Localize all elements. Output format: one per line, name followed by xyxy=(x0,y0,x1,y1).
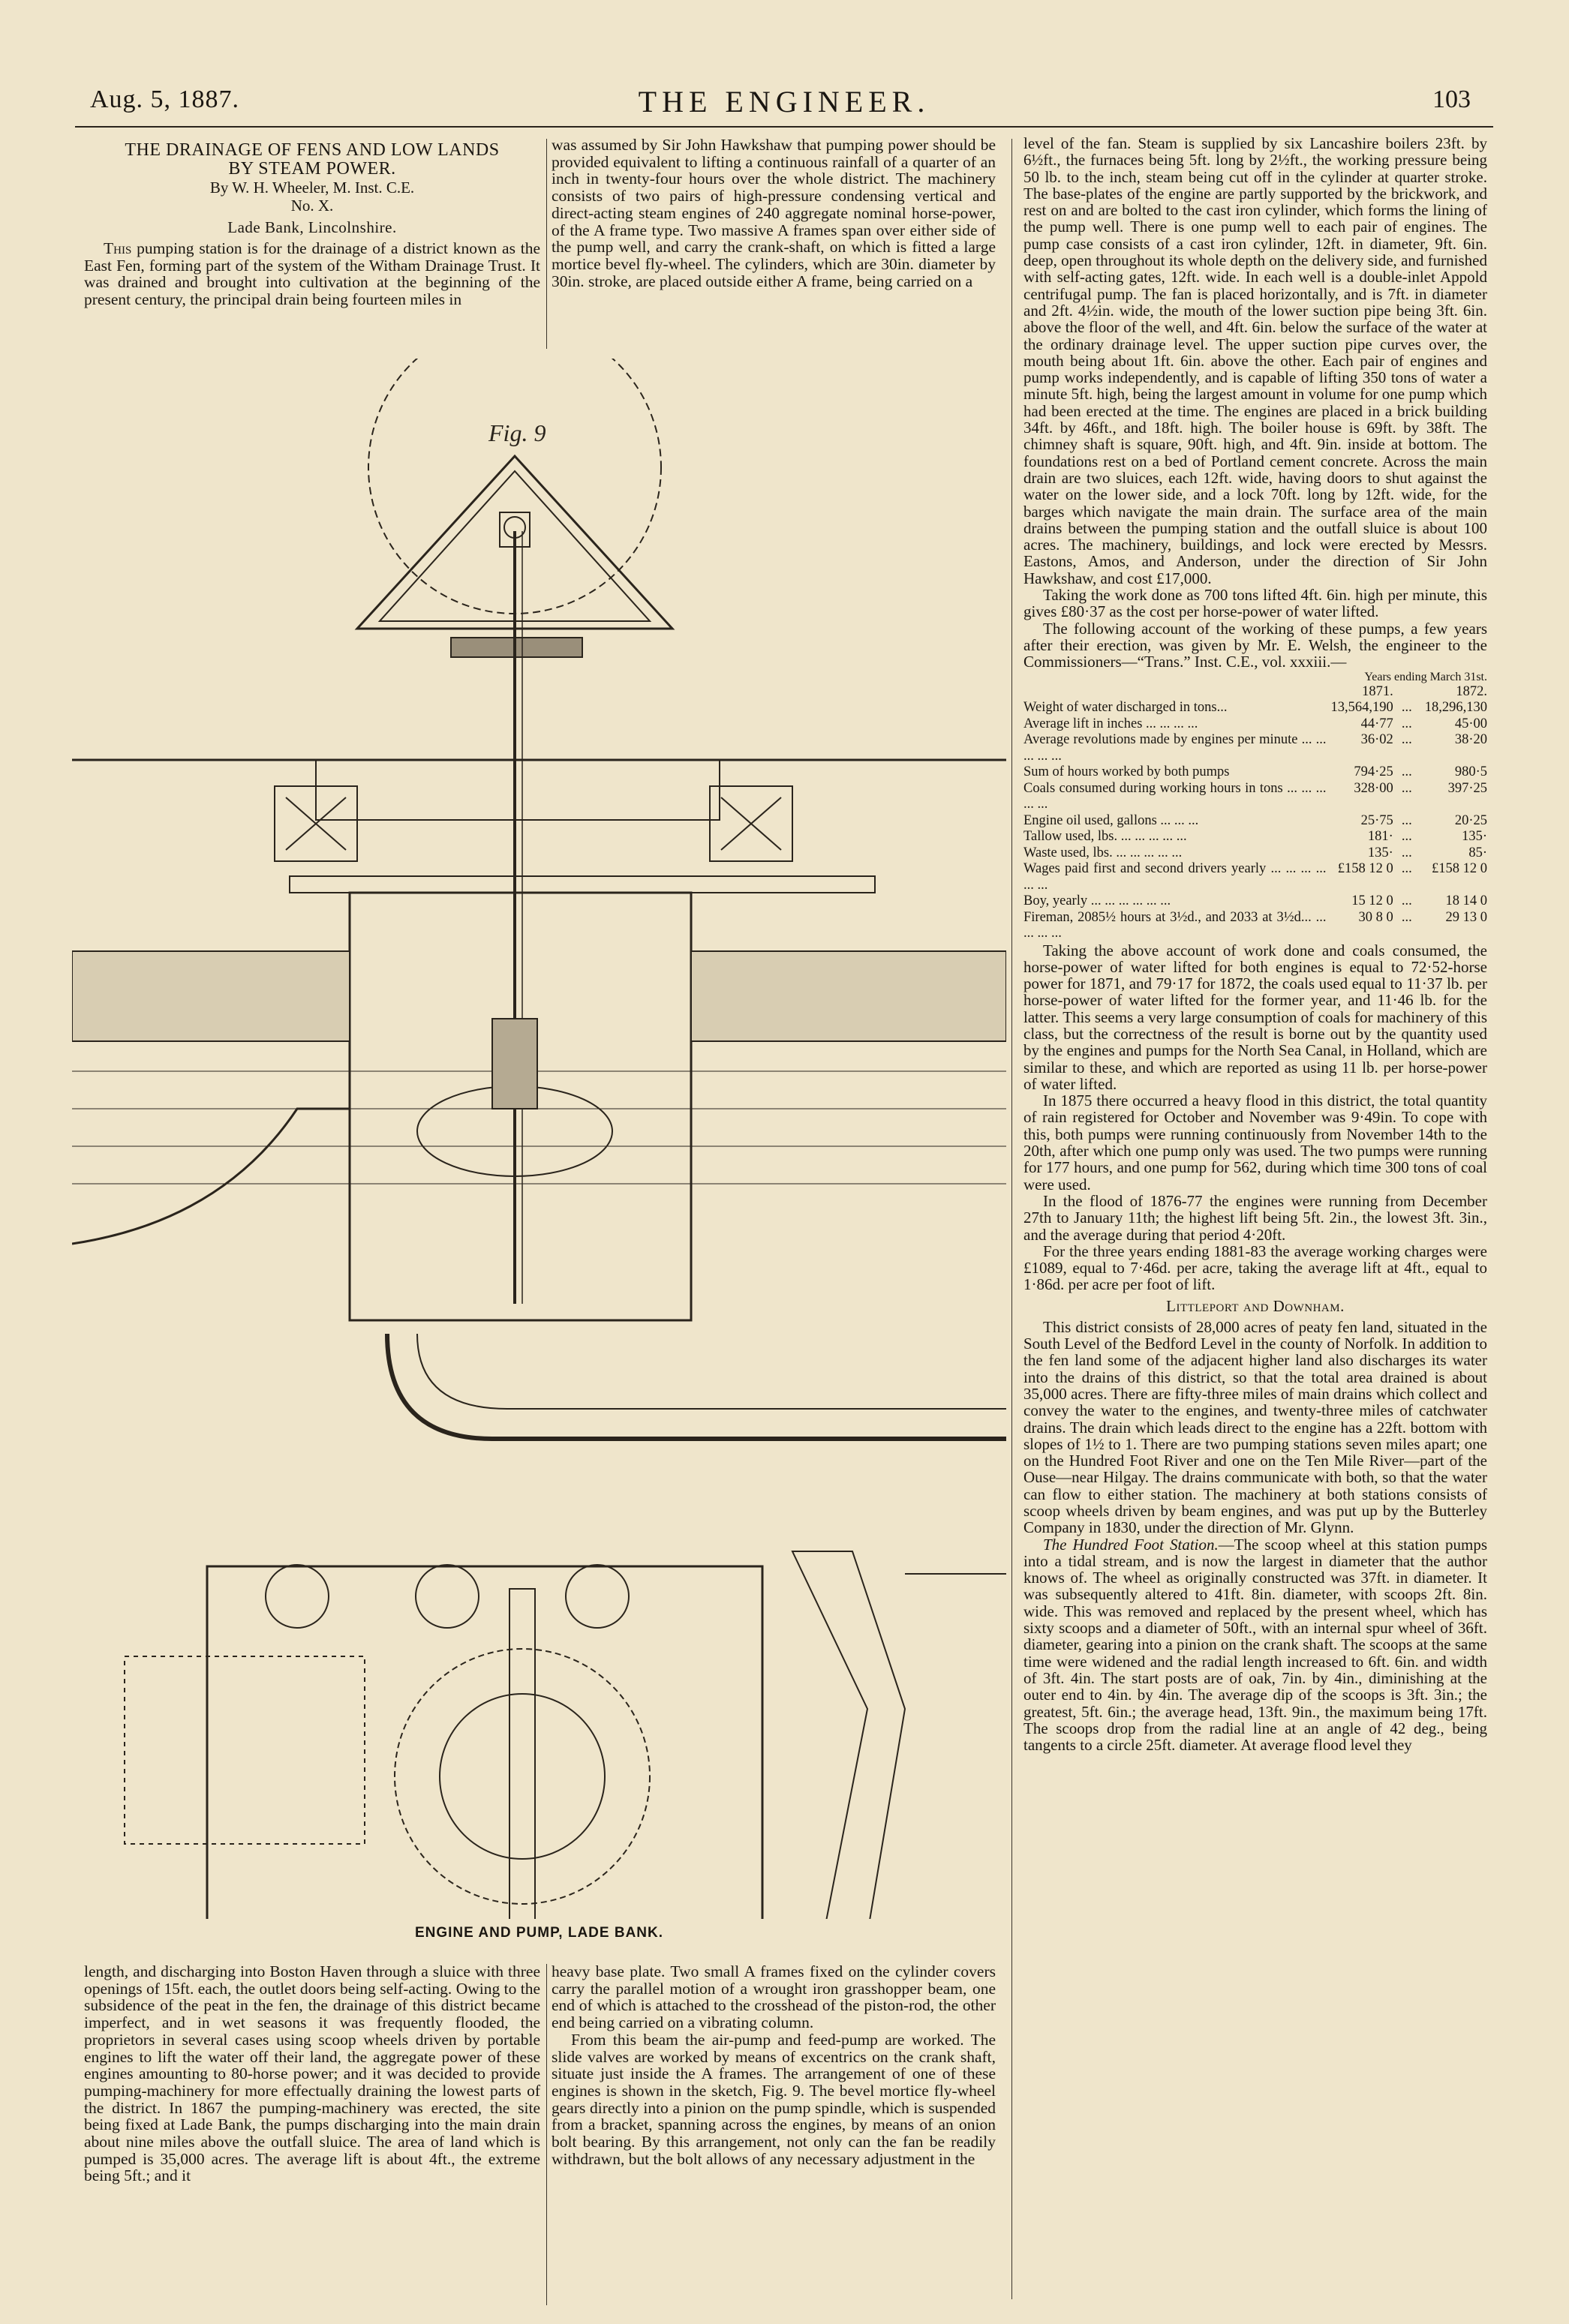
plan-circle xyxy=(266,1565,329,1628)
engine-pump-figure xyxy=(72,359,1006,1956)
table-row: Sum of hours worked by both pumps 794·25 ... 980·5 xyxy=(1023,764,1487,779)
column-rule xyxy=(546,139,547,349)
issue-date: Aug. 5, 1887. xyxy=(90,86,240,113)
table-row: Weight of water discharged in tons... 13,564,190 ... 18,296,130 xyxy=(1023,700,1487,715)
table-row: Fireman, 2085½ hours at 3½d., and 2033 at 3½d... ... ... ... ... 30 8 0 ... 29 13 0 xyxy=(1023,909,1487,941)
sluice-gate xyxy=(792,1551,905,1919)
outfall-culvert xyxy=(387,1334,1006,1439)
table-row: Tallow used, lbs. ... ... ... ... ... 181· ... 135· xyxy=(1023,829,1487,844)
paragraph: Taking the above account of work done and coals consumed, the horse-power of water lifted for both engines is equal to 72·52-horse power for 1871, and 79·17 for 1872, the coals used equal to 11·37 lb. per horse-power of water lifted for the former year, and 11·46 lb. for the latter. This seems a very large consumption of coals for machinery of this class, but the correctness of the result is borne out by the quantity used by the engines and pumps for the North Sea Canal, in Holland, which are similar to these, and which are reported as using 11 lb. per horse-power of water lifted. xyxy=(1023,941,1487,1093)
paragraph: In the flood of 1876-77 the engines were running from December 27th to January 11th; the highest lift being 5ft. 2in., the lowest 3ft. 3in., and the average during that period 4·20ft. xyxy=(1023,1191,1487,1244)
paragraph xyxy=(84,240,540,308)
section-heading-littleport: Littleport and Downham. xyxy=(1166,1296,1345,1315)
paragraph: length, and discharging into Boston Haven through a sluice with three openings of 15ft. each, the outlet doors being self-acting. Owing to the subsidence of the peat in the fen, the drainage of this district became imperfect, and in wet seasons it was frequently flooded, the proprietors in several cases using scoop wheels driven by portable engines to lift the water off their land, the aggregate power of these engines amounting to 80-horse power; and it was decided to provide pumping-machinery for more effectually draining the lowest parts of the district. In 1867 the pumping-machinery was erected, the site being fixed at Lade Bank, the pumps discharging into the main drain about nine miles above the outfall sluice. The area of land which is pumped is 35,000 acres. The average lift is about 4ft., the extreme being 5ft.; and it xyxy=(84,1962,540,2185)
paragraph: The following account of the working of these pumps, a few years after their erection, was given by Mr. E. Welsh, the engineer to the Commissioners—“Trans.” Inst. C.E., vol. xxxiii.— xyxy=(1023,619,1487,671)
column-2-bottom xyxy=(552,1963,996,2167)
table-row: Coals consumed during working hours in tons ... ... ... ... ... 328·00 ... 397·25 xyxy=(1023,780,1487,812)
figure-caption: ENGINE AND PUMP, LADE BANK. xyxy=(414,1925,664,1941)
table-row: Average revolutions made by engines per minute ... ... ... ... ... 36·02 ... 38·20 xyxy=(1023,732,1487,764)
plan-pump-circle xyxy=(395,1649,650,1904)
engine-drawing xyxy=(72,359,1006,1919)
engine-house xyxy=(316,760,720,820)
lead-word: This xyxy=(104,239,132,257)
table-row: Average lift in inches ... ... ... ... 44·77 ... 45·00 xyxy=(1023,716,1487,731)
column-1-top xyxy=(84,141,540,308)
table-row: Wages paid first and second drivers yearly ... ... ... ... ... ... £158 12 0 ... £158 12 0 xyxy=(1023,861,1487,893)
table-row: Engine oil used, gallons ... ... ... 25·75 ... 20·25 xyxy=(1023,812,1487,828)
page-header xyxy=(75,81,1493,128)
drain-hatched-left xyxy=(72,951,350,1041)
paragraph-text: pumping station is for the drainage of a district known as the East Fen, forming part of the system of the Witham Drainage Trust. It was drained and brought into cultivation at the beginning of the present century, the principal drain being fourteen miles in xyxy=(84,239,540,309)
stats-table-heading: Years ending March 31st. xyxy=(1364,670,1487,683)
paragraph: This district consists of 28,000 acres of peaty fen land, situated in the South Level of the Bedford Level in the county of Norfolk. In addition to the fen land some of the adjacent higher land also discharges its water into the drains of this district, so that the total area drained is about 35,000 acres. There are fifty-three miles of main drains which collect and convey the water to the engines, and twenty-three miles of catchwater drains. The drain which leads direct to the engine has a 22ft. bottom with slopes of 1½ to 1. There are two pumping stations seven miles apart; one on the Hundred Foot River and one on the Ten Mile River—part of the Ouse—near Hilgay. The drains communicate with both, so that the water can flow to either station. The machinery at both stations consists of scoop wheels driven by beam engines, and was put up by the Butterley Company in 1830, under the direction of Mr. Glynn. xyxy=(1023,1317,1487,1537)
year-1872: 1872. xyxy=(1456,683,1487,699)
subheading-hundred-foot: The Hundred Foot Station. xyxy=(1043,1535,1219,1554)
paragraph: From this beam the air-pump and feed-pump are worked. The slide valves are worked by means of excentrics on the crank shaft, situate just inside the A frames. The arrangement of one of these engines is shown in the sketch, Fig. 9. The bevel mortice fly-wheel gears directly into a pinion on the pump spindle, which is suspended from a bracket, spanning across the engines, by means of an onion bolt bearing. By this arrangement, not only can the fan be readily withdrawn, but the bolt allows of any necessary adjustment in the xyxy=(552,2030,996,2168)
column-2-top xyxy=(552,137,996,290)
paragraph: In 1875 there occurred a heavy flood in this district, the total quantity of rain registered for October and November was 9·49in. To cope with this, both pumps were running continuously from November 14th to the 20th, after which one pump only was used. The two pumps were running for 177 hours, and one pump for 562, during which time 300 tons of coal were used. xyxy=(1023,1091,1487,1194)
year-1871: 1871. xyxy=(1362,683,1393,699)
paragraph: was assumed by Sir John Hawkshaw that pumping power should be provided equivalent to lifting a continuous rainfall of a quarter of an inch in twenty-four hours over the whole district. The machinery consists of two pairs of high-pressure condensing vertical and direct-acting steam engines of 240 aggregate nominal horse-power, of the A frame type. Two massive A frames span over either side of the pump well, and carry the crank-shaft, on which is fitted a large mortice bevel fly-wheel. The cylinders, which are 30in. diameter by 30in. stroke, are placed outside either A frame, being carried on a xyxy=(552,136,996,290)
paragraph: heavy base plate. Two small A frames fixed on the cylinder covers carry the parallel motion of a wrought iron grasshopper beam, one end of which is attached to the crosshead of the piston-rod, the other end being carried on a vibrating column. xyxy=(552,1962,996,2032)
column-rule xyxy=(546,1964,547,2305)
column-3 xyxy=(1023,135,1487,1753)
plan-circle xyxy=(416,1565,479,1628)
article-number: No. X. xyxy=(290,197,334,215)
article-title-line1: THE DRAINAGE OF FENS AND LOW LANDS xyxy=(125,140,500,160)
plan-spindle xyxy=(509,1589,535,1919)
working-stats-table xyxy=(1023,684,1487,942)
journal-title: THE ENGINEER. xyxy=(638,85,930,119)
table-header-row xyxy=(1023,684,1487,701)
outfall-culvert-inner xyxy=(417,1334,1006,1409)
column-1-bottom xyxy=(84,1963,540,2184)
pump-bearing xyxy=(492,1019,537,1109)
drain-hatched-right xyxy=(691,951,1006,1041)
table-row: Boy, yearly ... ... ... ... ... ... 15 12 0 ... 18 14 0 xyxy=(1023,893,1487,908)
bevel-wheel xyxy=(451,638,582,657)
plan-pump-inner xyxy=(440,1694,605,1859)
plan-view-outline xyxy=(207,1566,762,1919)
suction-pipe xyxy=(72,1109,350,1244)
paragraph: Taking the work done as 700 tons lifted 4ft. 6in. high per minute, this gives £80·37 as the cost per horse-power of water lifted. xyxy=(1023,586,1487,621)
section-heading-lade-bank: Lade Bank, Lincolnshire. xyxy=(227,218,397,236)
plan-circle xyxy=(566,1565,629,1628)
table-row: Waste used, lbs. ... ... ... ... ... 135· ... 85· xyxy=(1023,845,1487,860)
paragraph: level of the fan. Steam is supplied by six Lancashire boilers 23ft. by 6½ft., the furnaces being 5ft. long by 2½ft., the working pressure being 50 lb. to the inch, steam being cut off in the cylinder at quarter stroke. The base-plates of the engine are partly supported by the brickwork, and rest on and are bolted to the cast iron cylinder, which forms the lining of the pump well. There is one pump well to each pair of engines. The pump case consists of a cast iron cylinder, 12ft. in diameter, 9ft. 6in. deep, open throughout its whole depth on the delivery side, and furnished with self-acting gates, 12ft. wide. In each well is a double-inlet Appold centrifugal pump. The fan is placed horizontally, and is 7ft. in diameter and 2ft. 4½in. wide, the mouth of the lower suction pipe being 3ft. 6in. above the floor of the well, and 4ft. 6in. below the surface of the water at the ordinary drainage level. The upper suction pipe curves over, the mouth being about 1ft. 6in. above the other. Each pair of engines and pump works independently, and is capable of lifting 350 tons of water a minute 5ft. high, being the largest amount in volume for one pump which had been erected at the time. The engines are placed in a brick building 34ft. by 46ft., and 18ft. high. The boiler house is 69ft. by 38ft. The chimney shaft is square, 90ft. high, and 4ft. 9in. inside at bottom. The foundations rest on a bed of Portland cement concrete. Across the main drain are two sluices, each 12ft. wide, having doors to shut against the water on the lower side, and a lock 70ft. long by 12ft. wide, for the barges which navigate the main drain. The surface area of the main drains between the pumping station and the outfall sluice is about 100 acres. The machinery, buildings, and lock were erected by Messrs. Eastons, Amos, and Anderson, under the direction of Sir John Hawkshaw, and cost £17,000. xyxy=(1023,134,1487,587)
plan-dashed-box xyxy=(125,1656,365,1844)
platform xyxy=(290,876,875,893)
paragraph-text: —The scoop wheel at this station pumps into a tidal stream, and is now the largest in diameter that the author knows of. The wheel as originally constructed was 37ft. in diameter. It was subsequently altered to 41ft. 8in. diameter, with scoops 2ft. 8in. wide. This was removed and replaced by the present wheel, which has sixty scoops and a diameter of 50ft., with an internal spur wheel of 36ft. diameter, gearing into a pinion on the crank shaft. The scoops at the same time were widened and the radial length increased to 6ft. 6in. and width of 3ft. 4in. The start posts are of oak, 7in. by 4in., diminishing at the outer end to 4in. by 4in. The average dip of the scoops is 3ft. 3in.; the greatest, 5ft. 6in.; the average head, 13ft. 9in., the maximum being 17ft. The scoops drop from the radial line at an angle of 42 deg., being tangents to a circle 25ft. diameter. At average flood level they xyxy=(1023,1535,1487,1755)
figure-label: Fig. 9 xyxy=(488,419,546,446)
column-rule xyxy=(1011,139,1012,2299)
paragraph xyxy=(1023,1536,1487,1754)
article-title-line2: BY STEAM POWER. xyxy=(228,159,396,179)
paragraph: For the three years ending 1881-83 the average working charges were £1089, equal to 7·46d. per acre, taking the average lift at 4ft., equal to 1·86d. per acre per foot of lift. xyxy=(1023,1242,1487,1294)
page-number: 103 xyxy=(1432,86,1471,113)
byline: By W. H. Wheeler, M. Inst. C.E. xyxy=(209,179,415,197)
